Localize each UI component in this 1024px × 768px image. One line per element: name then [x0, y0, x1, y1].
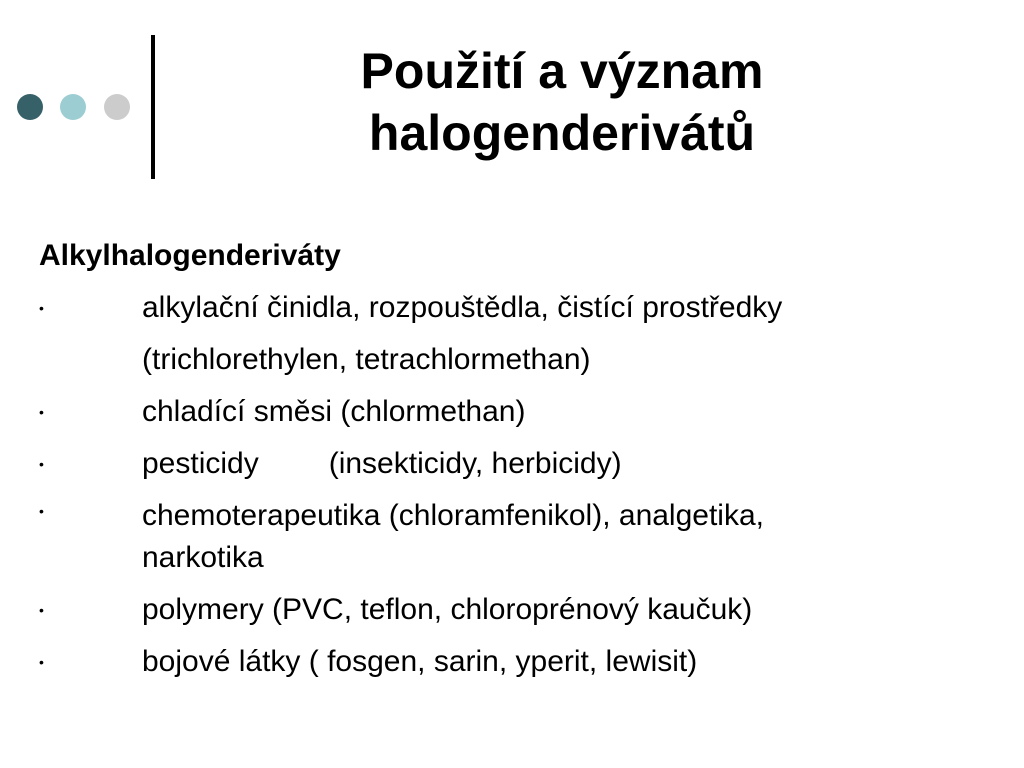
- bullet-item: [39, 386, 999, 438]
- bullet-item: [39, 282, 999, 334]
- slide-title-line-1: Použití a význam: [360, 43, 764, 99]
- bullet-icon: •: [39, 404, 44, 420]
- bullet-continuation: narkotika: [142, 541, 264, 574]
- section-heading: Alkylhalogenderiváty: [39, 239, 341, 272]
- bullet-icon: •: [39, 300, 44, 316]
- bullet-icon: •: [39, 654, 44, 670]
- bullet-text-detail: (insekticidy, herbicidy): [328, 447, 622, 480]
- title-divider-line: [151, 35, 155, 179]
- bullet-text: chladící směsi (chlormethan): [142, 395, 526, 428]
- bullet-item: [39, 438, 999, 490]
- bullet-text: chemoterapeutika (chloramfenikol), analgetika,: [142, 499, 764, 532]
- bullet-text: bojové látky ( fosgen, sarin, yperit, lewisit): [142, 645, 698, 678]
- bullet-item: [39, 636, 999, 688]
- decor-dot-gray: [104, 94, 130, 120]
- slide-body: [39, 230, 999, 688]
- bullet-item: [39, 490, 999, 584]
- slide-title: [160, 40, 964, 164]
- bullet-text: pesticidy: [142, 447, 259, 480]
- bullet-text: polymery (PVC, teflon, chloroprénový kaučuk): [142, 593, 753, 626]
- decor-dot-teal: [60, 94, 86, 120]
- bullet-continuation: (trichlorethylen, tetrachlormethan): [142, 343, 591, 376]
- decor-dot-dark: [17, 94, 43, 120]
- slide-title-line-2: halogenderivátů: [368, 105, 756, 161]
- bullet-icon: •: [39, 503, 44, 519]
- bullet-text: alkylační činidla, rozpouštědla, čistící prostředky: [142, 291, 783, 324]
- bullet-icon: •: [39, 602, 44, 618]
- bullet-item: [39, 584, 999, 636]
- bullet-icon: •: [39, 456, 44, 472]
